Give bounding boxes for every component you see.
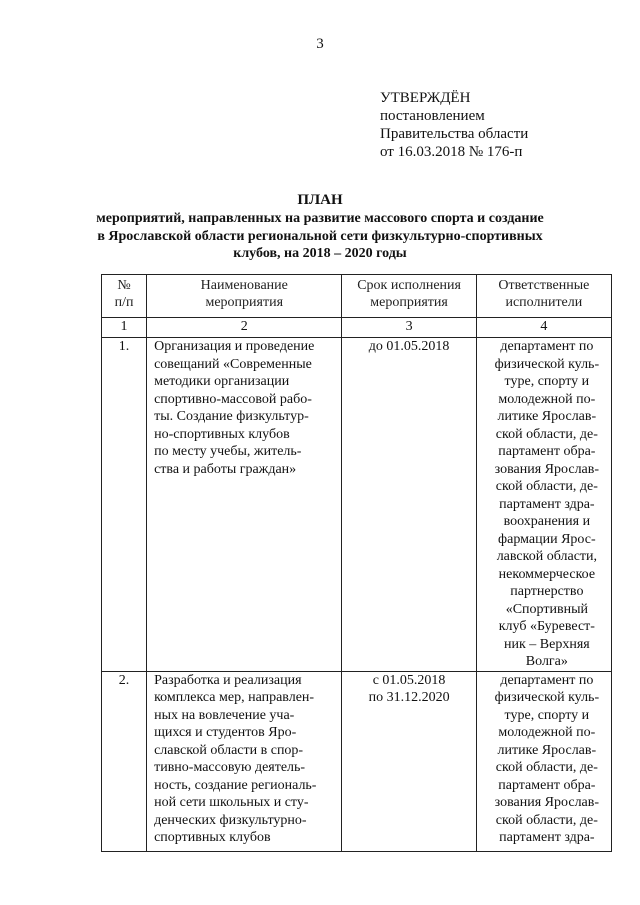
plan-table: [101, 274, 612, 852]
executor-line: ской области, де-: [495, 426, 598, 442]
table-row: [102, 671, 612, 851]
name-line: ных на вовлечение уча-: [154, 707, 295, 723]
executor-line: физической куль-: [494, 690, 600, 705]
column-number-row: [102, 318, 612, 338]
header-text: мероприятия: [205, 295, 284, 310]
name-line: щихся и студентов Яро-: [154, 725, 297, 740]
document-subtitle: [70, 210, 570, 263]
executor-line: туре, спорту и: [504, 374, 590, 389]
document-title: ПЛАН: [297, 192, 343, 208]
row-name: [147, 338, 342, 672]
row-name: [147, 671, 342, 851]
deadline-line: до 01.05.2018: [368, 339, 450, 354]
header-text: исполнители: [505, 295, 583, 310]
executor-line: ской области, де-: [495, 812, 598, 828]
column-number: 3: [342, 318, 476, 338]
name-line: Разработка и реализация: [154, 672, 302, 688]
subtitle-line: клубов, на 2018 – 2020 годы: [233, 246, 407, 261]
name-line: Организация и проведение: [154, 339, 315, 354]
subtitle-line: в Ярославской области региональной сети физкультурно-спортивных: [97, 228, 543, 244]
executor-line: департамент по: [500, 672, 594, 688]
header-cell-name: [147, 275, 342, 318]
header-text: Наименование: [200, 278, 288, 293]
row-deadline: [342, 338, 476, 672]
executor-line: партамент здра-: [499, 830, 595, 845]
header-text: Срок исполнения: [357, 278, 461, 293]
executor-line: молодежной по-: [498, 725, 596, 740]
name-line: но-спортивных клубов: [154, 426, 290, 442]
deadline-line: с 01.05.2018: [372, 672, 446, 688]
name-line: совещаний «Современные: [154, 356, 312, 372]
row-executors: [476, 671, 611, 851]
header-cell-number: [102, 275, 147, 318]
header-text: мероприятия: [370, 295, 448, 310]
header-cell-executors: [476, 275, 611, 318]
name-line: ность, создание региональ-: [154, 777, 317, 793]
subtitle-line: мероприятий, направленных на развитие массового спорта и создание: [96, 211, 544, 226]
executor-line: партамент обра-: [498, 777, 596, 793]
column-number: 4: [476, 318, 611, 338]
executor-line: ник – Верхняя: [503, 636, 590, 652]
executor-line: туре, спорту и: [504, 707, 590, 723]
name-line: ной сети школьных и сту-: [154, 795, 309, 810]
deadline-line: по 31.12.2020: [368, 690, 450, 705]
executor-line: молодежной по-: [498, 391, 596, 407]
executor-line: партамент здра-: [499, 496, 595, 512]
name-line: ства и работы граждан»: [154, 461, 297, 477]
name-line: методики организации: [154, 374, 290, 389]
executor-line: литике Ярослав-: [497, 409, 597, 424]
executor-line: зования Ярослав-: [494, 461, 600, 477]
approval-title: УТВЕРЖДЁН: [380, 90, 471, 106]
approval-line-3: от 16.03.2018 № 176-п: [380, 144, 523, 160]
executor-line: фармации Ярос-: [498, 531, 596, 547]
executor-line: лавской области,: [496, 549, 598, 564]
name-line: денческих физкультурно-: [154, 812, 307, 828]
header-text: №: [117, 278, 131, 293]
executor-line: литике Ярослав-: [497, 742, 597, 758]
name-line: спортивно-массовой рабо-: [154, 391, 312, 407]
header-text: Ответственные: [498, 278, 590, 293]
name-line: спортивных клубов: [154, 830, 271, 845]
executor-line: физической куль-: [494, 356, 600, 372]
executor-line: департамент по: [500, 339, 594, 354]
column-number: 1: [102, 318, 147, 338]
header-cell-deadline: [342, 275, 476, 318]
name-line: комплекса мер, направлен-: [154, 690, 315, 705]
row-number: 2.: [102, 671, 147, 851]
executor-line: воохранения и: [503, 514, 591, 529]
name-line: тивно-массовую деятель-: [154, 760, 306, 775]
executor-line: клуб «Буревест-: [498, 619, 595, 634]
table-header-row: [102, 275, 612, 318]
page-number: 3: [316, 36, 324, 52]
name-line: ты. Создание физкультур-: [154, 409, 309, 424]
row-number: 1.: [102, 338, 147, 672]
executor-line: ской области, де-: [495, 760, 598, 775]
approval-line-2: Правительства области: [380, 126, 529, 142]
name-line: по месту учебы, житель-: [154, 444, 302, 459]
executor-line: партнерство: [510, 584, 584, 599]
row-deadline: [342, 671, 476, 851]
table-row: [102, 338, 612, 672]
approval-line-1: постановлением: [380, 108, 485, 124]
executor-line: зования Ярослав-: [494, 795, 600, 810]
executor-line: некоммерческое: [498, 566, 596, 582]
executor-line: Волга»: [525, 654, 568, 669]
column-number: 2: [147, 318, 342, 338]
header-text: п/п: [114, 295, 134, 310]
executor-line: партамент обра-: [498, 444, 596, 459]
executor-line: ской области, де-: [495, 479, 598, 494]
executor-line: «Спортивный: [505, 601, 588, 617]
row-executors: [476, 338, 611, 672]
name-line: славской области в спор-: [154, 742, 304, 758]
